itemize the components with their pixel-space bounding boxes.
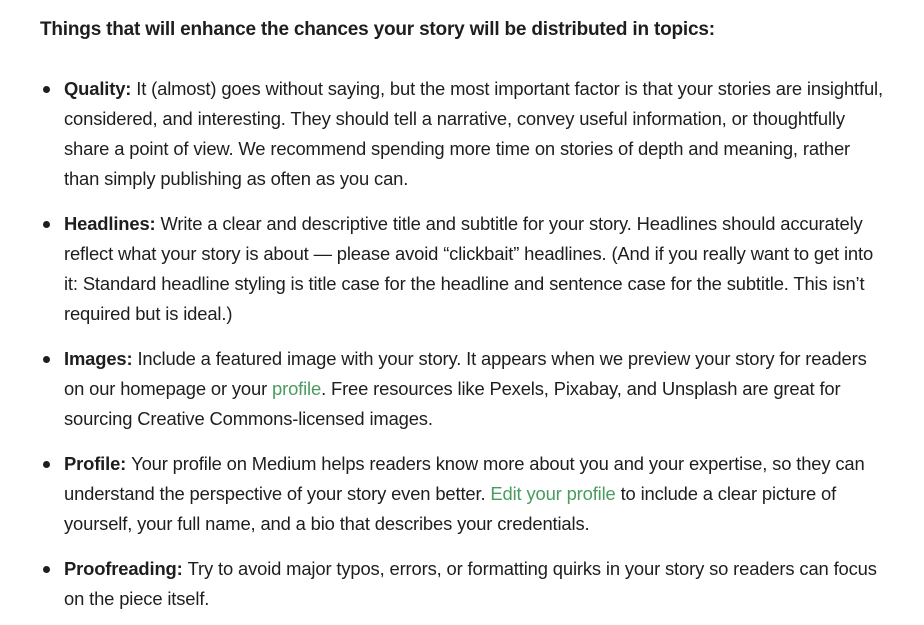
edit-profile-link[interactable]: Edit your profile	[490, 483, 616, 504]
item-term: Proofreading:	[64, 558, 183, 579]
list-item-proofreading	[40, 554, 884, 614]
item-text: Write a clear and descriptive title and subtitle for your story. Headlines should accurately reflect what your story is about — please avoid “clickbait” headlines. (And if you really want to get into it: Standard headline styling is title case for the headline and sentence case for the subtitle. This isn’t required but is ideal.)	[64, 213, 874, 324]
list-item-profile	[40, 449, 884, 539]
item-text-before: Your profile on Medium helps readers know more about you and your expertise, so they can understand the perspective of your story even better.	[64, 453, 865, 504]
item-text-after: to include a clear picture of yourself, your full name, and a bio that describes your credentials.	[64, 483, 837, 534]
bullet-icon	[43, 461, 50, 468]
bullet-icon	[43, 356, 50, 363]
item-text: Try to avoid major typos, errors, or formatting quirks in your story so readers can focus on the piece itself.	[64, 558, 877, 609]
profile-link[interactable]: profile	[272, 378, 322, 399]
item-term: Images:	[64, 348, 133, 369]
list-item-headlines	[40, 209, 884, 329]
item-term: Headlines:	[64, 213, 156, 234]
tips-list	[40, 74, 884, 614]
intro-heading: Things that will enhance the chances your story will be distributed in topics:	[40, 19, 715, 40]
bullet-icon	[43, 86, 50, 93]
item-text-after: . Free resources like Pexels, Pixabay, and Unsplash are great for sourcing Creative Commons-licensed images.	[64, 378, 841, 429]
list-item-images	[40, 344, 884, 434]
item-term: Quality:	[64, 78, 132, 99]
item-term: Profile:	[64, 453, 127, 474]
item-text: It (almost) goes without saying, but the most important factor is that your stories are insightful, considered, and interesting. They should tell a narrative, convey useful information, or thoughtfully share a point of view. We recommend spending more time on stories of depth and meaning, rather than simply publishing as often as you can.	[64, 78, 883, 189]
bullet-icon	[43, 221, 50, 228]
bullet-icon	[43, 566, 50, 573]
list-item-quality	[40, 74, 884, 194]
item-text-before: Include a featured image with your story. It appears when we preview your story for readers on our homepage or your	[64, 348, 867, 399]
